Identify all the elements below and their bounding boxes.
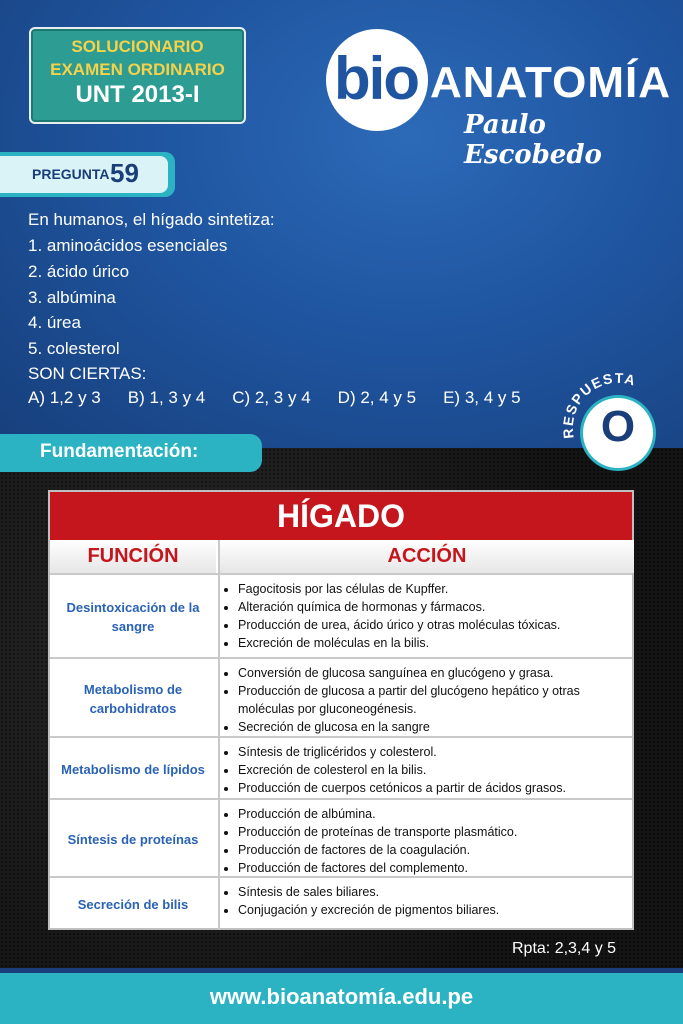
option-b: B) 1, 3 y 4 <box>127 388 206 407</box>
answer-options <box>28 388 548 408</box>
header-action: ACCIÓN <box>218 540 634 573</box>
question-line: 2. ácido úrico <box>28 262 130 281</box>
table-row <box>50 798 632 878</box>
row-actions <box>218 659 630 738</box>
row-function: Desintoxicación de la sangre <box>66 600 200 634</box>
table-title: HÍGADO <box>50 492 632 540</box>
action-item: • Producción de proteínas de transporte plasmático. <box>238 823 630 841</box>
exam-line-3: UNT 2013-I <box>75 81 200 108</box>
action-item: • Excreción de colesterol en la bilis. <box>238 761 630 779</box>
exam-badge <box>29 27 246 124</box>
row-function: Secreción de bilis <box>77 896 189 912</box>
logo-anatomia: ANATOMÍA <box>430 58 672 107</box>
question-line: 1. aminoácidos esenciales <box>28 236 228 255</box>
answer-letter: O <box>600 402 636 451</box>
header-function: FUNCIÓN <box>50 540 216 573</box>
liver-table <box>50 492 632 928</box>
option-c: C) 2, 3 y 4 <box>232 388 311 407</box>
question-number: 59 <box>110 158 139 188</box>
respuesta-text: RESPUESTA <box>559 369 639 440</box>
question-line: 5. colesterol <box>28 339 120 358</box>
final-answer: Rpta: 2,3,4 y 5 <box>512 940 617 957</box>
row-function: Metabolismo de lípidos <box>61 761 205 777</box>
action-item: • Síntesis de triglicéridos y colesterol. <box>238 743 630 761</box>
question-line: En humanos, el hígado sintetiza: <box>28 210 275 229</box>
action-item: • Producción de urea, ácido úrico y otras moléculas tóxicas. <box>238 616 630 634</box>
action-item: • Conjugación y excreción de pigmentos biliares. <box>238 901 630 919</box>
fundamentacion-title: Fundamentación: <box>40 441 199 462</box>
action-item: • Secreción de glucosa en la sangre <box>238 718 630 736</box>
row-actions <box>218 878 630 930</box>
action-item: • Producción de albúmina. <box>238 805 630 823</box>
logo-bio: bio <box>334 45 418 112</box>
option-e: E) 3, 4 y 5 <box>443 388 521 407</box>
option-a: A) 1,2 y 3 <box>28 388 101 407</box>
question-line: 3. albúmina <box>28 288 116 307</box>
exam-line-1: SOLUCIONARIO <box>71 37 204 56</box>
exam-line-2: EXAMEN ORDINARIO <box>50 60 225 79</box>
footer-url[interactable]: www.bioanatomía.edu.pe <box>209 984 474 1009</box>
question-label: PREGUNTA <box>32 166 110 182</box>
action-item: • Producción de factores de la coagulación. <box>238 841 630 859</box>
row-function: Síntesis de proteínas <box>67 831 199 847</box>
option-d: D) 2, 4 y 5 <box>337 388 417 407</box>
row-actions <box>218 575 630 659</box>
action-item: • Producción de cuerpos cetónicos a partir de ácidos grasos. <box>238 779 630 797</box>
table-row <box>50 876 632 930</box>
action-item: • Síntesis de sales biliares. <box>238 883 630 901</box>
row-actions <box>218 800 630 878</box>
action-item: • Excreción de moléculas en la bilis. <box>238 634 630 652</box>
action-item: • Alteración química de hormonas y fármacos. <box>238 598 630 616</box>
question-line: SON CIERTAS: <box>28 364 147 383</box>
action-item: • Fagocitosis por las células de Kupffer. <box>238 580 630 598</box>
question-line: 4. úrea <box>28 313 81 332</box>
row-function: Metabolismo de carbohidratos <box>83 681 183 716</box>
table-row <box>50 736 632 800</box>
table-row <box>50 573 632 659</box>
row-actions <box>218 738 630 800</box>
action-item: • Conversión de glucosa sanguínea en glucógeno y grasa. <box>238 664 630 682</box>
table-row <box>50 657 632 738</box>
action-item: • Producción de glucosa a partir del glucógeno hepático y otras moléculas por gluconeogénesis. <box>238 682 630 718</box>
logo-author: Paulo Escobedo <box>464 110 602 170</box>
action-item: • Producción de factores del complemento. <box>238 859 630 877</box>
